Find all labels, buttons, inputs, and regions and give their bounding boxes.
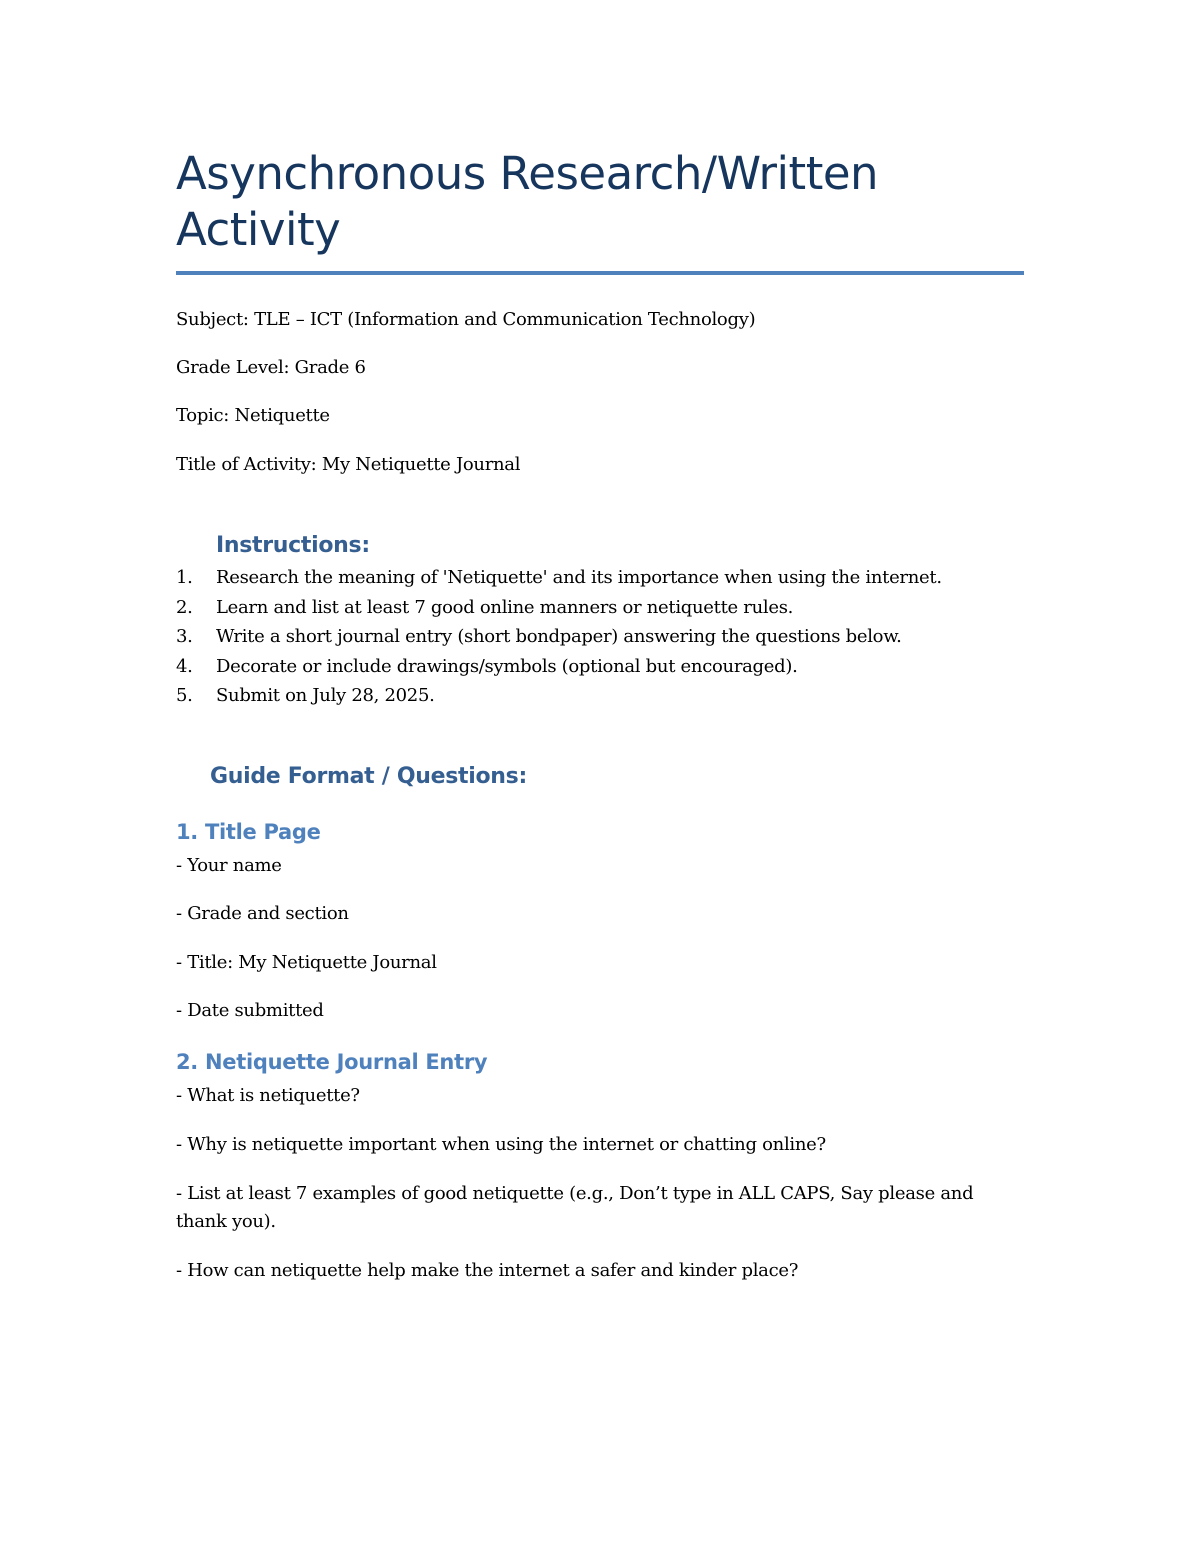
title-page-item: - Grade and section xyxy=(176,903,349,924)
instruction-text: Write a short journal entry (short bondpaper) answering the questions below. xyxy=(216,626,902,647)
title-page-item: - Title: My Netiquette Journal xyxy=(176,952,437,973)
meta-grade-level: Grade Level: Grade 6 xyxy=(176,357,366,378)
instruction-text: Learn and list at least 7 good online manners or netiquette rules. xyxy=(216,596,794,618)
instructions-heading: Instructions: xyxy=(216,533,370,558)
instruction-text: Research the meaning of 'Netiquette' and its importance when using the internet. xyxy=(216,567,942,588)
title-page-item: - Date submitted xyxy=(176,1000,324,1021)
title-page-item: - Your name xyxy=(176,855,282,876)
title-underline xyxy=(176,271,1024,275)
instruction-number: 3. xyxy=(176,626,193,647)
instruction-number: 4. xyxy=(176,655,193,677)
document-title: Asynchronous Research/Written Activity xyxy=(176,147,879,256)
section-journal-entry-heading: 2. Netiquette Journal Entry xyxy=(176,1050,488,1074)
section-title-page-heading: 1. Title Page xyxy=(176,820,321,844)
instruction-item xyxy=(176,684,942,714)
meta-activity-title: Title of Activity: My Netiquette Journal xyxy=(176,454,521,475)
instruction-item xyxy=(176,566,942,596)
guide-heading: Guide Format / Questions: xyxy=(210,764,527,789)
instruction-number: 2. xyxy=(176,596,193,618)
instruction-text: Decorate or include drawings/symbols (optional but encouraged). xyxy=(216,655,798,677)
instruction-item xyxy=(176,625,942,655)
instruction-number: 1. xyxy=(176,567,193,588)
journal-question: - How can netiquette help make the internet a safer and kinder place? xyxy=(176,1260,799,1281)
instruction-item xyxy=(176,596,942,626)
journal-question: - Why is netiquette important when using the internet or chatting online? xyxy=(176,1134,826,1155)
instruction-text: Submit on July 28, 2025. xyxy=(216,685,435,706)
instruction-number: 5. xyxy=(176,685,193,706)
meta-topic: Topic: Netiquette xyxy=(176,405,330,426)
instruction-item xyxy=(176,655,942,685)
journal-question: - List at least 7 examples of good netiquette (e.g., Don’t type in ALL CAPS, Say please and thank you). xyxy=(176,1183,974,1232)
instructions-list xyxy=(176,566,942,714)
meta-subject: Subject: TLE – ICT (Information and Communication Technology) xyxy=(176,309,756,330)
journal-question: - What is netiquette? xyxy=(176,1085,360,1106)
